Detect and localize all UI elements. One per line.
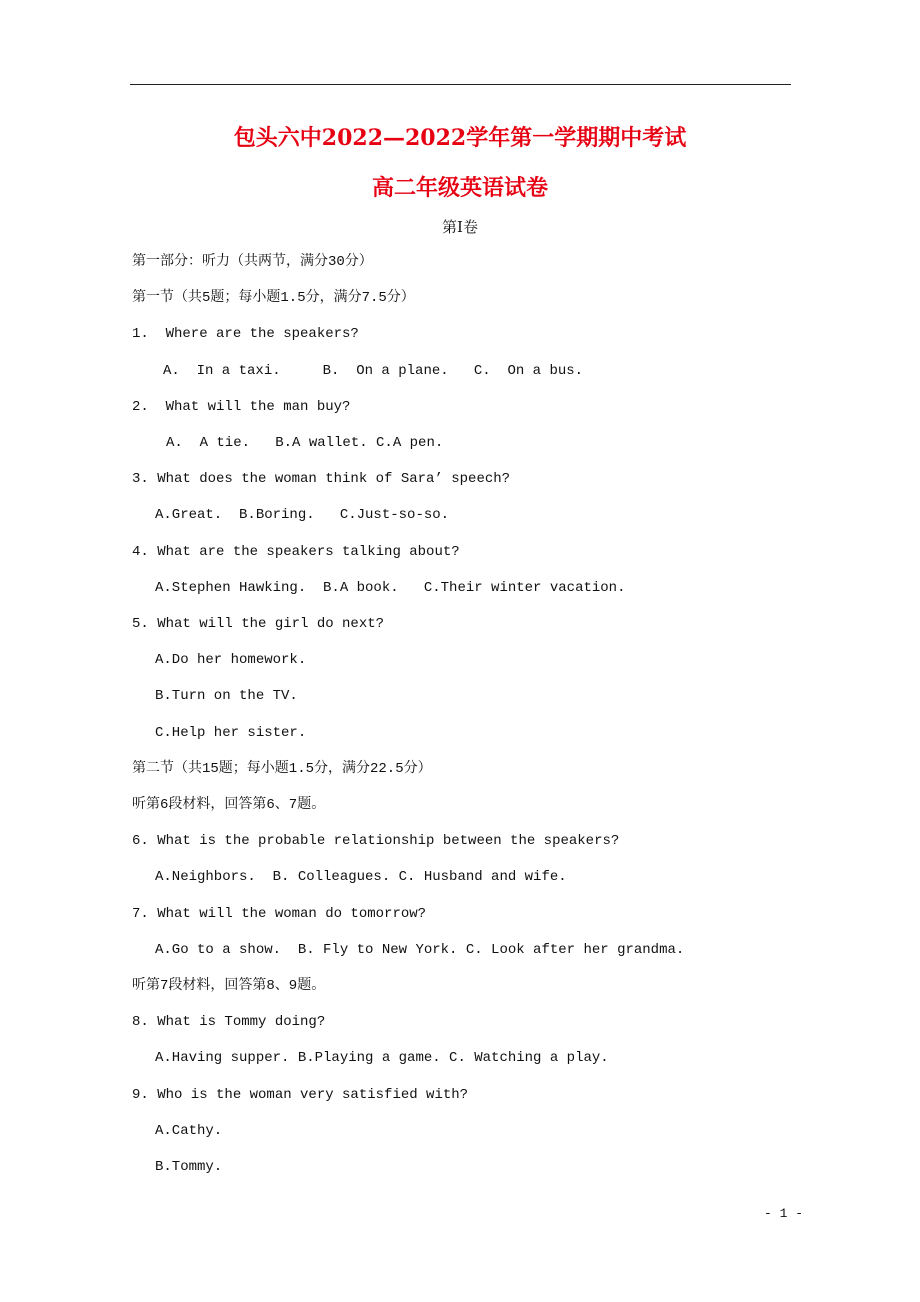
answer-options: A. In a taxi. B. On a plane. C. On a bus. — [163, 362, 584, 379]
exam-subtitle: 高二年级英语试卷 — [371, 175, 548, 201]
question-line: 7. What will the woman do tomorrow? — [132, 905, 427, 922]
question-line: 第一部分：听力（共两节，满分30分） — [132, 254, 373, 270]
question-line: 2. What will the man buy? — [132, 398, 351, 415]
page-number: - 1 - — [764, 1206, 804, 1221]
answer-options: B.Turn on the TV. — [155, 688, 298, 705]
question-line: 4. What are the speakers talking about? — [132, 543, 460, 560]
question-line: 第一节（共5题；每小题1.5分，满分7.5分） — [132, 290, 415, 307]
question-line: 听第6段材料，回答第6、7题。 — [132, 797, 326, 813]
answer-options: A. A tie. B.A wallet. C.A pen. — [166, 435, 444, 451]
answer-options: A.Having supper. B.Playing a game. C. Watching a play. — [155, 1050, 609, 1067]
question-line: 8. What is Tommy doing? — [132, 1014, 326, 1031]
answer-options: A.Go to a show. B. Fly to New York. C. Look after her grandma. — [155, 941, 685, 958]
volume-label: 第Ⅰ卷 — [442, 218, 478, 236]
question-line: 1. Where are the speakers? — [132, 326, 359, 343]
question-line: 3. What does the woman think of Sara’ speech? — [132, 471, 511, 488]
question-line: 6. What is the probable relationship between the speakers? — [132, 833, 620, 850]
header-rule — [130, 84, 791, 85]
question-line: 5. What will the girl do next? — [132, 616, 385, 632]
answer-options: A.Neighbors. B. Colleagues. C. Husband and wife. — [155, 869, 567, 886]
answer-options: A.Great. B.Boring. C.Just-so-so. — [155, 507, 450, 524]
exam-title: 包头六中2022—2022学年第一学期期中考试 — [233, 125, 687, 151]
question-line: 9. Who is the woman very satisfied with? — [132, 1086, 469, 1103]
question-line: 听第7段材料，回答第8、9题。 — [132, 978, 326, 994]
answer-options: B.Tommy. — [155, 1159, 223, 1175]
answer-options: A.Stephen Hawking. B.A book. C.Their winter vacation. — [155, 579, 626, 596]
answer-options: A.Cathy. — [155, 1122, 223, 1139]
answer-options: C.Help her sister. — [155, 724, 307, 741]
answer-options: A.Do her homework. — [155, 652, 307, 669]
question-line: 第二节（共15题；每小题1.5分，满分22.5分） — [132, 760, 432, 777]
